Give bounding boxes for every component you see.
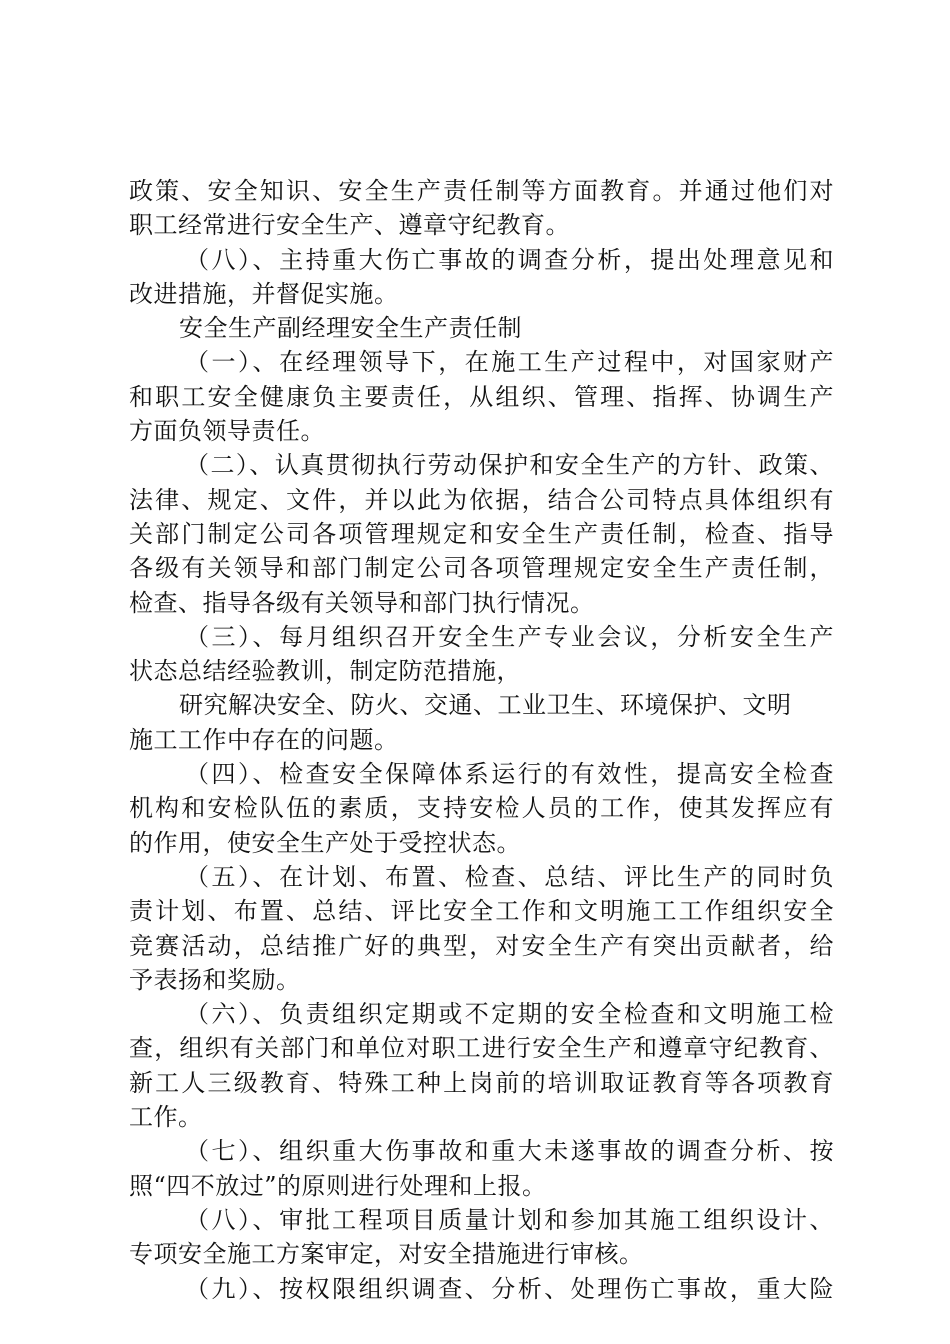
text-line: 竞赛活动，总结推广好的典型，对安全生产有突出贡献者，给 [129,931,834,960]
text-line: 各级有关领导和部门制定公司各项管理规定安全生产责任制， [129,554,834,583]
text-line: （八）、审批工程项目质量计划和参加其施工组织设计、 [185,1205,834,1234]
text-line: 检查、指导各级有关领导和部门执行情况。 [129,588,595,617]
text-line: 方面负领导责任。 [129,417,325,446]
text-line: 照“四不放过”的原则进行处理和上报。 [129,1171,547,1200]
body-text [129,174,834,1306]
text-line: （八）、主持重大伤亡事故的调查分析，提出处理意见和 [185,245,834,274]
text-line: （二）、认真贯彻执行劳动保护和安全生产的方针、政策、 [185,451,834,480]
text-line: （一）、在经理领导下，在施工生产过程中，对国家财产 [185,348,834,377]
text-line: 研究解决安全、防火、交通、工业卫生、环境保护、文明 [179,691,792,720]
text-line: 查，组织有关部门和单位对职工进行安全生产和遵章守纪教育、 [129,1034,834,1063]
text-line: （三）、每月组织召开安全生产专业会议，分析安全生产 [185,622,834,651]
text-line: 新工人三级教育、特殊工种上岗前的培训取证教育等各项教育 [129,1068,834,1097]
text-line: 职工经常进行安全生产、遵章守纪教育。 [129,211,570,240]
section-heading: 安全生产副经理安全生产责任制 [179,314,522,343]
text-line: （七）、组织重大伤事故和重大未遂事故的调查分析、按 [185,1137,834,1166]
text-line: 改进措施，并督促实施。 [129,279,399,308]
text-line: （六）、负责组织定期或不定期的安全检查和文明施工检 [185,1000,834,1029]
text-line: 责计划、布置、总结、评比安全工作和文明施工工作组织安全 [129,897,834,926]
text-line: （九）、按权限组织调查、分析、处理伤亡事故，重大险 [185,1274,834,1303]
text-line: （五）、在计划、布置、检查、总结、评比生产的同时负 [185,862,834,891]
text-line: 机构和安检队伍的素质，支持安检人员的工作，使其发挥应有 [129,794,834,823]
text-line: （四）、检查安全保障体系运行的有效性，提高安全检查 [185,760,834,789]
text-line: 予表扬和奖励。 [129,965,301,994]
text-line: 和职工安全健康负主要责任，从组织、管理、指挥、协调生产 [129,382,834,411]
text-line: 的作用，使安全生产处于受控状态。 [129,828,521,857]
text-line: 工作。 [129,1103,203,1132]
text-line: 状态总结经验教训，制定防范措施， [129,657,521,686]
text-line: 政策、安全知识、安全生产责任制等方面教育。并通过他们对 [129,177,834,205]
text-line: 关部门制定公司各项管理规定和安全生产责任制，检查、指导 [129,519,834,548]
text-line: 专项安全施工方案审定，对安全措施进行审核。 [129,1240,644,1269]
text-line: 法律、规定、文件，并以此为依据，结合公司特点具体组织有 [129,485,834,514]
text-line: 施工工作中存在的问题。 [129,725,399,754]
